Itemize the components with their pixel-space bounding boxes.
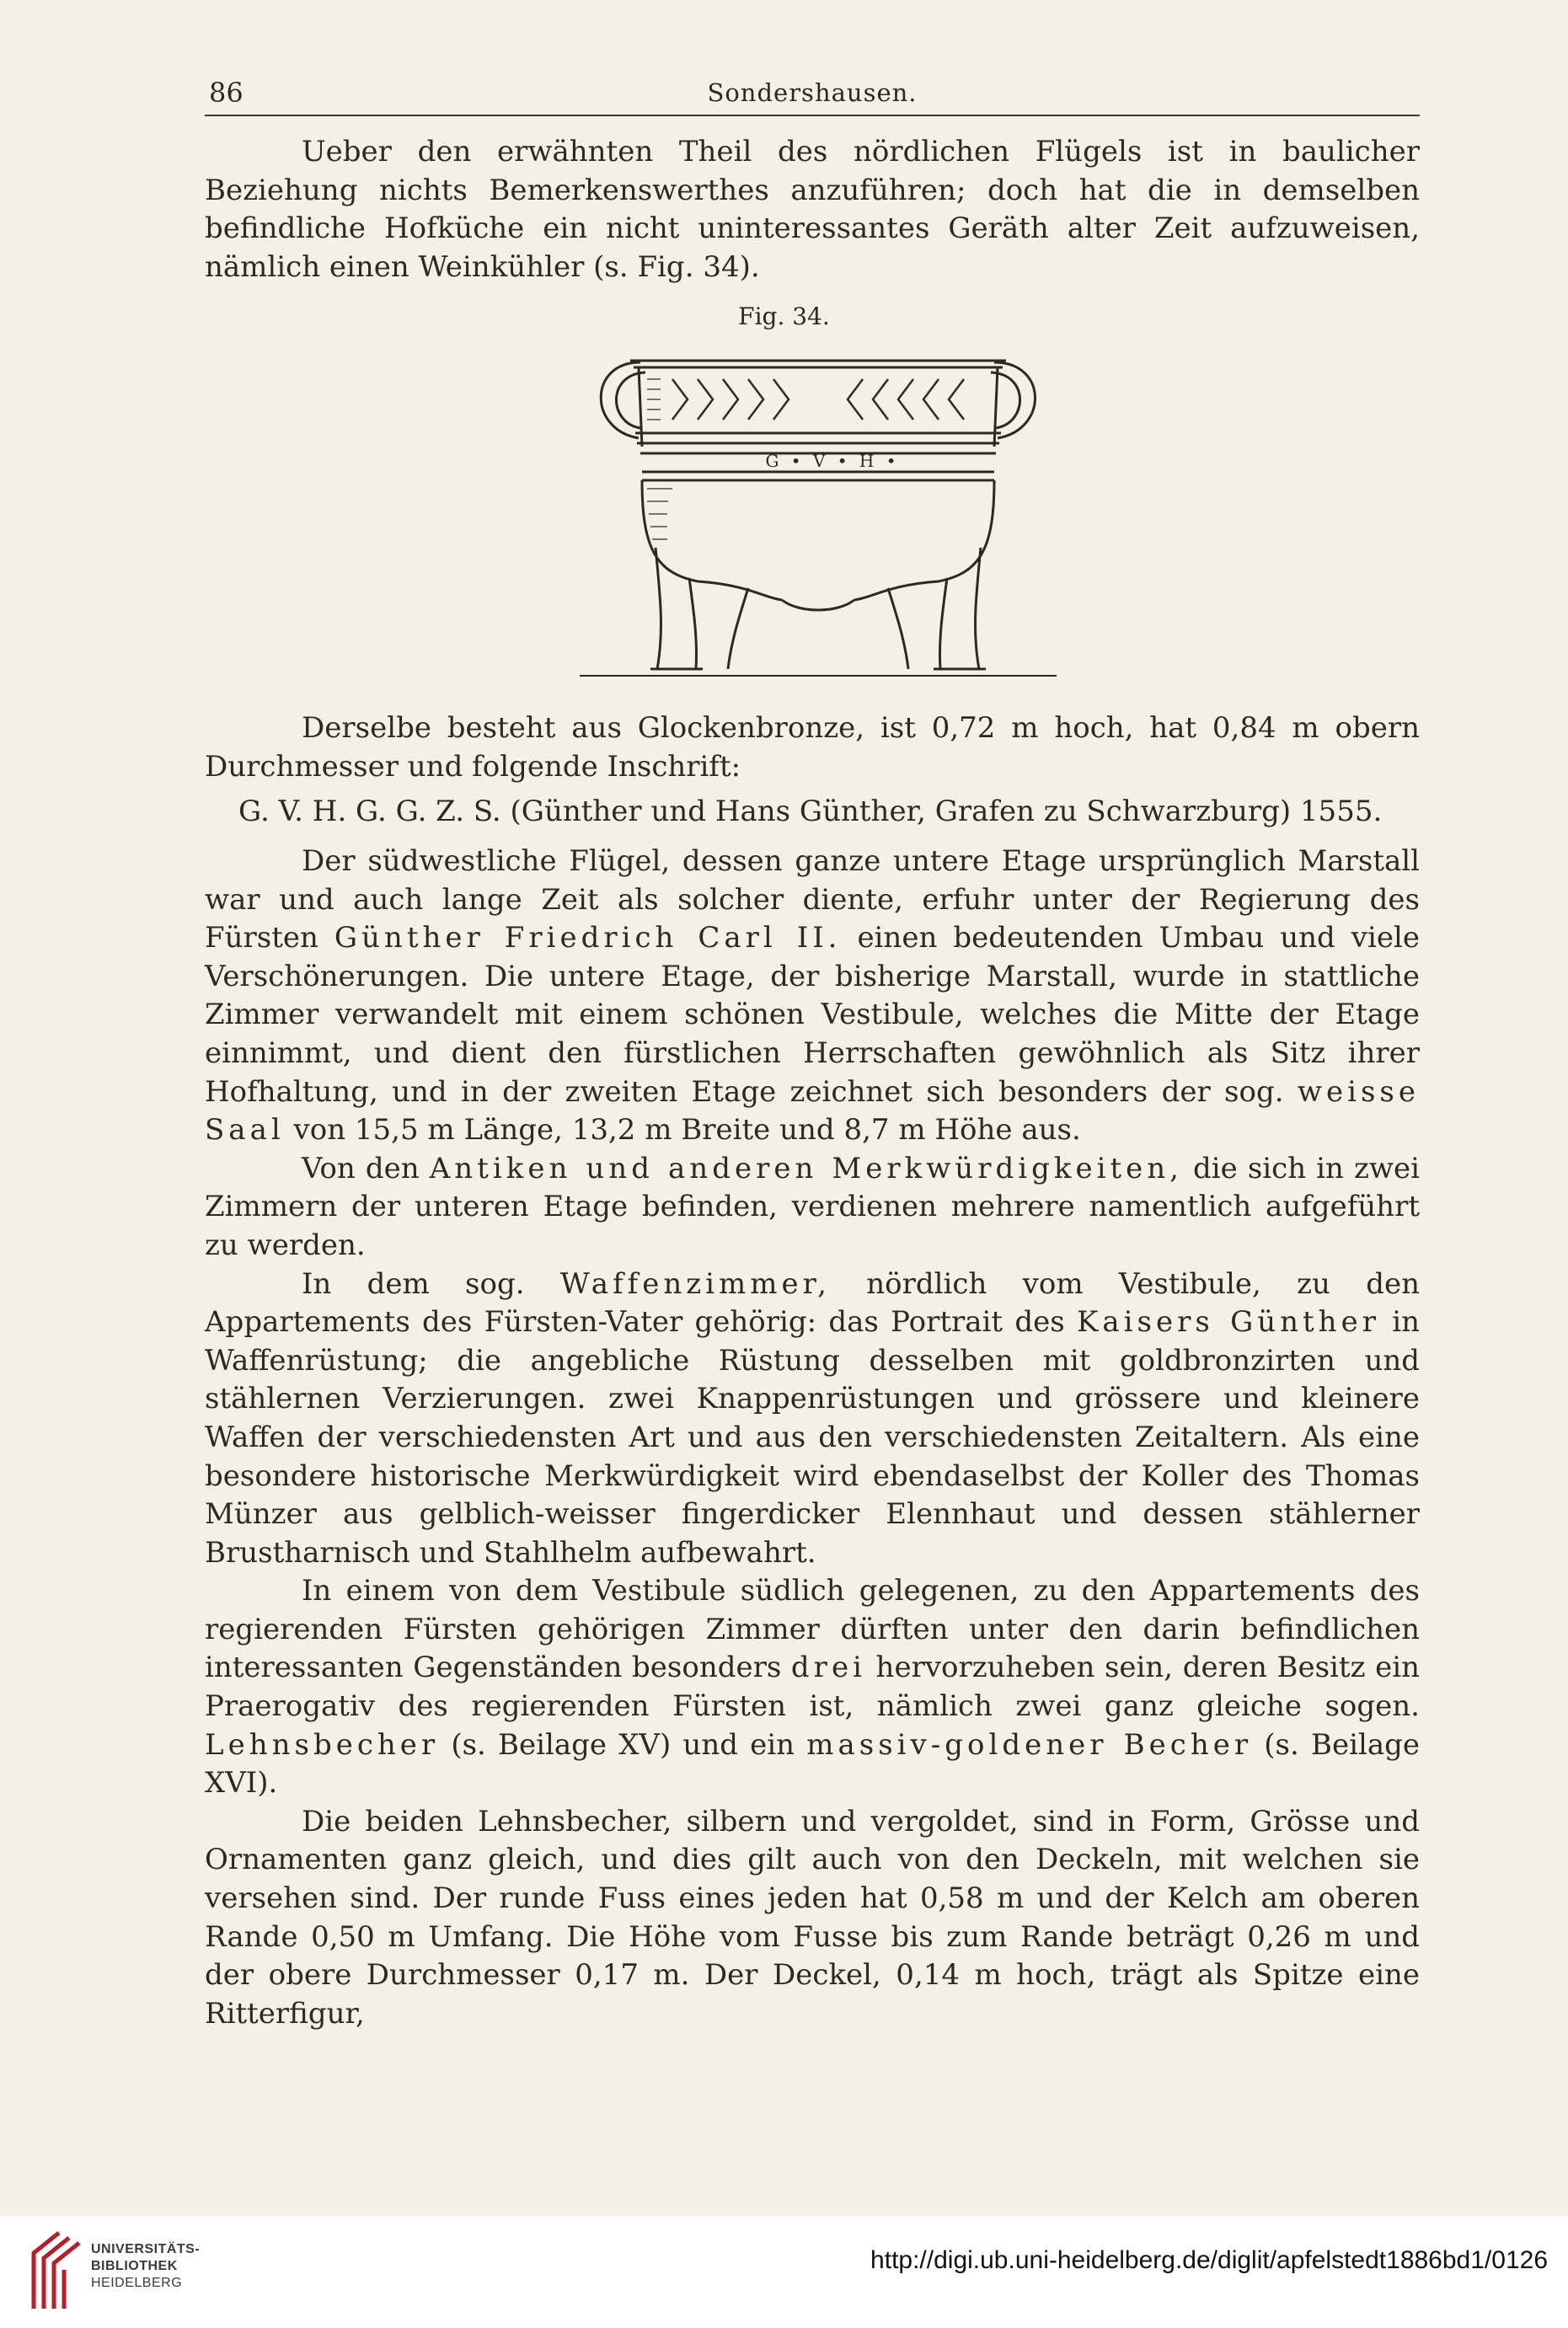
text-run: (s. Beilage XVI). [205,1727,1420,1801]
paragraph-weapons-room [205,1266,1420,1573]
inscription-line: G. V. H. G. G. Z. S. (Günther und Hans Günther, Grafen zu Schwarzburg) 1555. [238,795,1383,828]
paragraph-southwest-wing [205,843,1420,1150]
library-name-line1: UNIVERSITÄTS- [91,2242,201,2256]
library-name-line2: BIBLIOTHEK [91,2259,178,2273]
library-footer [0,2216,1568,2328]
material-paragraph-block [205,709,1420,786]
spaced-term: weisse Saal [205,1074,1420,1148]
spaced-name: Günther Friedrich Carl II. [334,921,842,955]
library-name-line3: HEIDELBERG [91,2276,183,2290]
library-name [91,2241,200,2292]
page-number: 86 [209,77,243,109]
engraved-text: G • V • H • [765,451,900,471]
spaced-term: Antiken und anderen Merkwürdigkeiten, [429,1151,1183,1185]
paragraph-antiquities [205,1150,1420,1266]
spaced-name: Kaisers Günther [1076,1305,1380,1340]
page-header [205,72,1420,113]
text-run: In einem von dem Vestibule südlich gelegenen, zu den Appartements des regierenden Fürsten gehörigen Zimmer dürften unter den darin befindlichen interessanten Gegenständen besonders [205,1574,1420,1685]
text-run: In dem sog. [302,1266,525,1301]
source-url-link[interactable]: http://digi.ub.uni-heidelberg.de/diglit/apfelstedt1886bd1/0126 [870,2246,1548,2274]
spaced-term: massiv-goldener Becher [806,1727,1253,1762]
paragraph-material: Derselbe besteht aus Glockenbronze, ist 0,72 m hoch, hat 0,84 m obern Durchmesser und folgende Inschrift: [205,711,1420,784]
paragraph-lehnsbecher: Die beiden Lehnsbecher, silbern und vergoldet, sind in Form, Grösse und Ornamenten ganz gleich, und dies gilt auch von den Deckeln, mit welchen sie versehen sind. Der runde Fuss eines jeden hat 0,58 m und der Kelch am oberen Rande 0,50 m Umfang. Die Höhe vom Fusse bis zum Rande beträgt 0,26 m und der obere Durchmesser 0,17 m. Der Deckel, 0,14 m hoch, trägt als Spitze eine Ritterfigur, [205,1804,1420,2031]
header-rule [205,115,1420,116]
text-run: Der südwestliche Flügel, dessen ganze untere Etage ursprünglich Marstall war und auch lange Zeit als solcher diente, erfuhr unter der Regierung des Fürsten [205,844,1420,955]
text-run: hervorzuheben sein, deren Besitz ein Praerogativ des regierenden Fürsten ist, nämlich zwei ganz gleiche sogen. [205,1651,1420,1724]
figure-caption: Fig. 34. [738,302,830,330]
wine-cooler-illustration [580,345,1057,682]
text-run: in Waffenrüstung; die angebliche Rüstung desselben mit goldbronzirten und stählernen Verzierungen. zwei Knappenrüstungen und grössere und kleinere Waffen der verschiedensten Art und aus den verschiedensten Zeitaltern. Als eine besondere historische Merkwürdigkeit wird ebendaselbst der Koller des Thomas Münzer aus gelblich-weisser fingerdicker Elennhaut und dessen stählerner Brustharnisch und Stahlhelm aufbewahrt. [205,1305,1421,1570]
text-run: von 15,5 m Länge, 13,2 m Breite und 8,7 m Höhe aus. [293,1113,1081,1148]
spaced-term: Waffenzimmer, [559,1266,831,1301]
body-text [205,843,1420,2033]
paragraph-regent-room [205,1572,1420,1803]
text-run: die sich in zwei Zimmern der unteren Etage befinden, verdienen mehrere namentlich aufgeführt zu werden. [205,1151,1421,1262]
paragraph-intro: Ueber den erwähnten Theil des nördlichen Flügels ist in baulicher Beziehung nichts Bemerkenswerthes anzuführen; doch hat die in demselben befindliche Hofküche ein nicht uninteressantes Geräth alter Zeit aufzuweisen, nämlich einen Weinkühler (s. Fig. 34). [205,135,1420,284]
library-logo-icon [25,2228,86,2314]
intro-paragraph-block [205,133,1420,286]
running-head: Sondershausen. [707,78,918,107]
text-run: einen bedeutenden Umbau und viele Verschönerungen. Die untere Etage, der bisherige Marstall, wurde in stattliche Zimmer verwandelt mit einem schönen Vestibule, welches die Mitte der Etage einnimmt, und dient den fürstlichen Herrschaften gewöhnlich als Sitz ihrer Hofhaltung, und in der zweiten Etage zeichnet sich besonders der sog. [205,921,1420,1109]
text-run: (s. Beilage XV) und ein [451,1727,795,1762]
spaced-term: drei [790,1651,866,1685]
text-run: nördlich vom Vestibule, zu den Appartements des Fürsten-Vater gehörig: das Portrait des [205,1266,1421,1340]
text-run: Von den [302,1151,420,1185]
spaced-term: Lehnsbecher [205,1727,440,1762]
